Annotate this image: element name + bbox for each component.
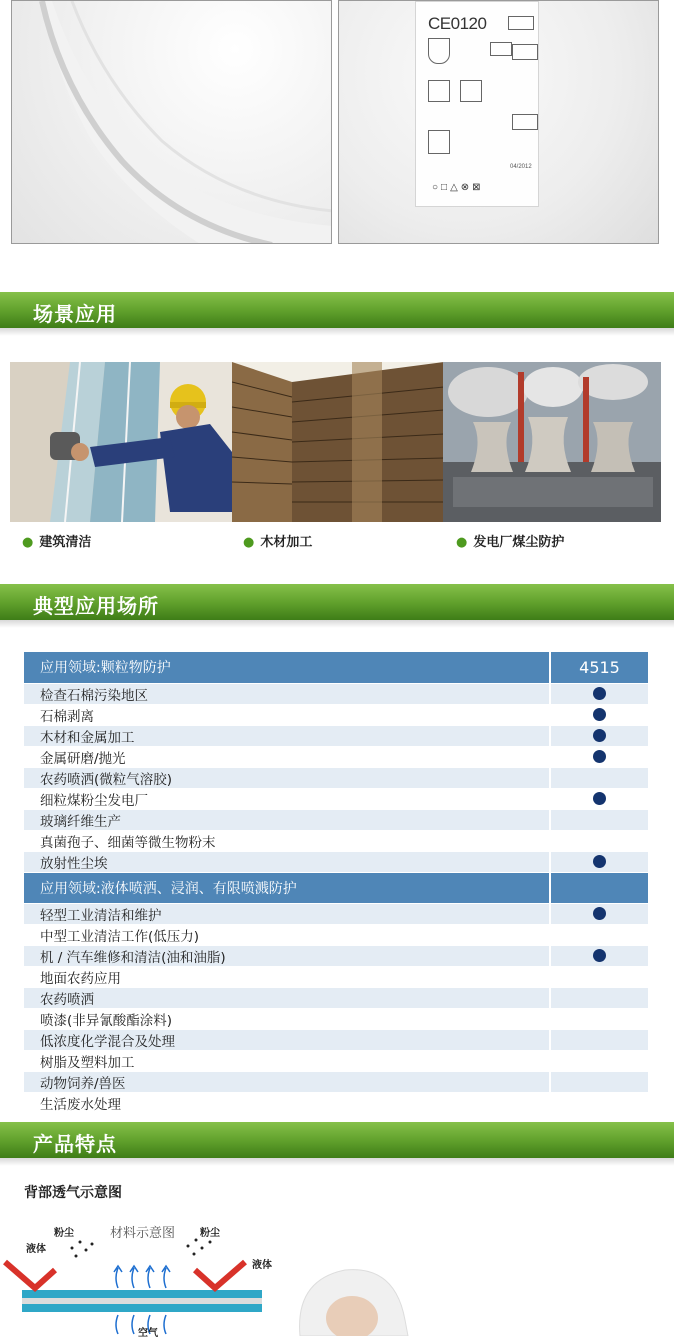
table-cell-application: 低浓度化学混合及处理 [24, 1029, 550, 1050]
scene-photo-building-cleaning [10, 362, 233, 522]
air-label: 空气 [138, 1328, 158, 1339]
application-table [24, 652, 648, 1114]
info-icon [508, 16, 534, 30]
table-row [24, 1071, 648, 1092]
suitable-dot-icon [593, 729, 606, 742]
table-cell-suitability [550, 725, 648, 746]
table-header-row [24, 872, 648, 903]
section-title: 场景应用 [33, 302, 117, 326]
section-header-scenes [0, 292, 674, 328]
fabric-elastic-cuff-photo [11, 0, 332, 244]
type-5-icon [428, 80, 450, 102]
dust-label-left: 粉尘 [54, 1228, 74, 1239]
section-title: 产品特点 [33, 1132, 117, 1156]
table-row [24, 809, 648, 830]
dust-label-right: 粉尘 [200, 1228, 220, 1239]
table-row [24, 1092, 648, 1113]
scene-caption-3: ● 发电厂煤尘防护 [456, 535, 565, 550]
table-row [24, 704, 648, 725]
table-cell-application: 中型工业清洁工作(低压力) [24, 924, 550, 945]
hazard-icon [428, 130, 450, 154]
table-cell-suitability [550, 1071, 648, 1092]
table-cell-suitability [550, 851, 648, 872]
table-row [24, 924, 648, 945]
fabric-label-photo [338, 0, 659, 244]
table-row [24, 987, 648, 1008]
table-row [24, 945, 648, 966]
table-cell-application: 喷漆(非异氰酸酯涂料) [24, 1008, 550, 1029]
scene-photo-power-plant [443, 362, 661, 522]
table-row [24, 851, 648, 872]
table-row [24, 903, 648, 924]
table-row [24, 725, 648, 746]
table-cell-suitability [550, 809, 648, 830]
suitable-dot-icon [593, 907, 606, 920]
table-row [24, 1008, 648, 1029]
scene-caption-2: ● 木材加工 [243, 535, 313, 550]
table-cell-suitability [550, 945, 648, 966]
table-cell-suitability [550, 1050, 648, 1071]
label-date: 04/2012 [510, 164, 532, 170]
section-title: 典型应用场所 [33, 594, 159, 618]
table-row [24, 1029, 648, 1050]
fabric-cuff-illustration [12, 1, 332, 244]
table-header-row [24, 652, 648, 683]
table-cell-application: 轻型工业清洁和维护 [24, 903, 550, 924]
table-row [24, 830, 648, 851]
table-cell-application: 检查石棉污染地区 [24, 683, 550, 704]
table-row [24, 966, 648, 987]
table-cell-application: 应用领域:液体喷洒、浸润、有限喷溅防护 [24, 872, 550, 903]
table-cell-model [550, 872, 648, 903]
table-cell-application: 放射性尘埃 [24, 851, 550, 872]
bullet-dot-icon: ● [22, 535, 34, 550]
coverall-hood-photo [290, 1260, 430, 1336]
table-cell-application: 地面农药应用 [24, 966, 550, 987]
table-cell-suitability [550, 1008, 648, 1029]
table-cell-application: 石棉剥离 [24, 704, 550, 725]
table-row [24, 767, 648, 788]
suitable-dot-icon [593, 687, 606, 700]
table-cell-suitability [550, 704, 648, 725]
chest-range-box [512, 114, 538, 130]
lumber-illustration [232, 362, 444, 522]
section-divider [0, 328, 674, 336]
table-cell-application: 金属研磨/抛光 [24, 746, 550, 767]
table-cell-application: 木材和金属加工 [24, 725, 550, 746]
liquid-label-right: 液体 [252, 1260, 272, 1271]
size-range-box [512, 44, 538, 60]
table-cell-suitability [550, 1092, 648, 1113]
building-cleaning-illustration [10, 362, 233, 522]
coverall-hood-illustration [290, 1260, 430, 1336]
suitable-dot-icon [593, 949, 606, 962]
section-divider [0, 1158, 674, 1166]
table-cell-application: 应用领域:颗粒物防护 [24, 652, 550, 683]
type-6-icon [460, 80, 482, 102]
suitable-dot-icon [593, 792, 606, 805]
section-header-features [0, 1122, 674, 1158]
care-symbols-icon: ○□△⊗⊠ [432, 182, 484, 193]
table-cell-suitability [550, 767, 648, 788]
diagram-title: 背部透气示意图 [24, 1185, 122, 1201]
garment-label-tag [415, 1, 539, 207]
table-row [24, 1050, 648, 1071]
table-cell-application: 玻璃纤维生产 [24, 809, 550, 830]
table-cell-suitability [550, 788, 648, 809]
size-icon [490, 42, 512, 56]
suitable-dot-icon [593, 750, 606, 763]
table-cell-model: 4515 [550, 652, 648, 683]
bullet-dot-icon: ● [456, 535, 468, 550]
suitable-dot-icon [593, 855, 606, 868]
table-cell-application: 生活废水处理 [24, 1092, 550, 1113]
section-divider [0, 620, 674, 628]
table-cell-application: 树脂及塑料加工 [24, 1050, 550, 1071]
table-cell-application: 机 / 汽车维修和清洁(油和油脂) [24, 945, 550, 966]
section-header-places [0, 584, 674, 620]
table-cell-suitability [550, 830, 648, 851]
liquid-label-left: 液体 [26, 1244, 46, 1255]
material-diagram-label: 材料示意图 [110, 1226, 176, 1241]
shield-icon [428, 38, 450, 64]
bullet-dot-icon: ● [243, 535, 255, 550]
table-cell-suitability [550, 987, 648, 1008]
suitable-dot-icon [593, 708, 606, 721]
table-row [24, 746, 648, 767]
table-cell-suitability [550, 924, 648, 945]
power-plant-illustration [443, 362, 661, 522]
table-cell-application: 动物饲养/兽医 [24, 1071, 550, 1092]
table-cell-application: 农药喷洒(微粒气溶胶) [24, 767, 550, 788]
table-cell-suitability [550, 1029, 648, 1050]
scene-caption-1: ● 建筑清洁 [22, 535, 92, 550]
table-row [24, 788, 648, 809]
table-cell-application: 真菌孢子、细菌等微生物粉末 [24, 830, 550, 851]
table-cell-application: 细粒煤粉尘发电厂 [24, 788, 550, 809]
table-cell-suitability [550, 746, 648, 767]
table-row [24, 683, 648, 704]
scene-photo-lumber [232, 362, 444, 522]
breathable-diagram [0, 1210, 300, 1339]
table-cell-application: 农药喷洒 [24, 987, 550, 1008]
table-cell-suitability [550, 903, 648, 924]
table-cell-suitability [550, 966, 648, 987]
table-cell-suitability [550, 683, 648, 704]
ce-mark-text: CE0120 [428, 14, 487, 33]
